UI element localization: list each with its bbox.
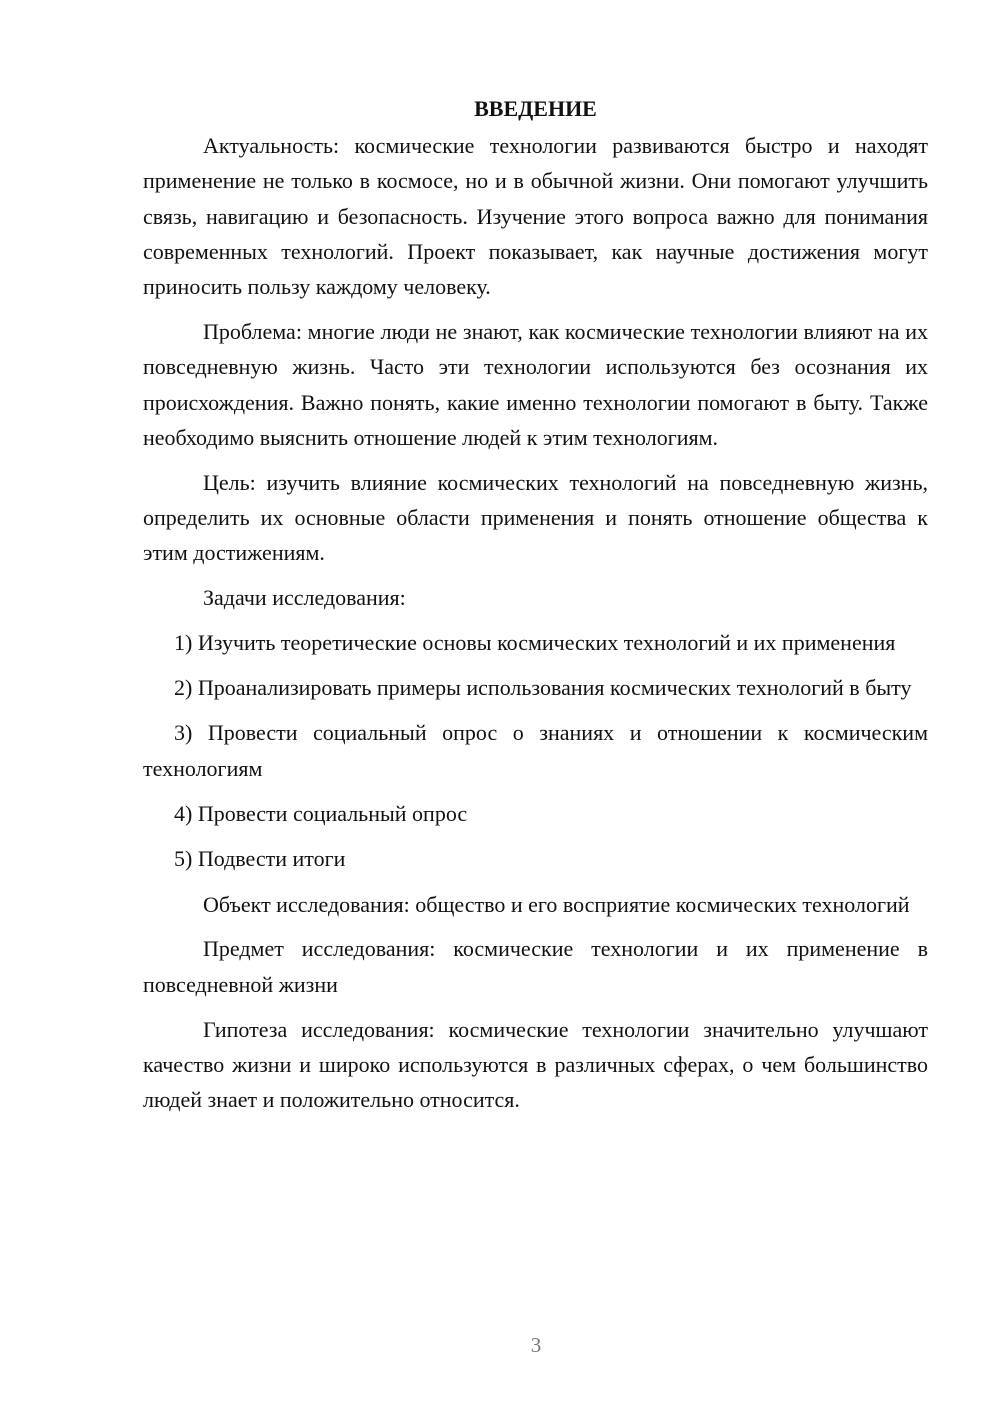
task-item-3: 3) Провести социальный опрос о знаниях и отношении к космическим технологиям [143,720,928,781]
tasks-heading: Задачи исследования: [203,585,406,611]
task-item-1: 1) Изучить теоретические основы космических технологий и их применения [174,629,896,655]
subject-paragraph: Предмет исследования: космические технологии и их применение в повседневной жизни [143,936,928,997]
goal-paragraph: Цель: изучить влияние космических технологий на повседневную жизнь, определить их основные области применения и понять отношение общества к этим достижениям. [143,469,928,566]
object-paragraph: Объект исследования: общество и его восприятие космических технологий [203,891,910,917]
problem-paragraph: Проблема: многие люди не знают, как космические технологии влияют на их повседневную жизнь. Часто эти технологии используются без осознания их происхождения. Важно понять, какие именно технологии помогают в быту. Также необходимо выяснить отношение людей к этим технологиям. [143,318,928,450]
page-number: 3 [530,1333,542,1357]
task-item-5: 5) Подвести итоги [174,846,346,872]
task-item-4: 4) Провести социальный опрос [174,801,468,827]
task-item-2: 2) Проанализировать примеры использования космических технологий в быту [174,675,912,701]
document-page [143,94,928,1127]
relevance-paragraph: Актуальность: космические технологии развиваются быстро и находят применение не только в космосе, но и в обычной жизни. Они помогают улучшить связь, навигацию и безопасность. Изучение этого вопроса важно для понимания современных технологий. Проект показывает, как научные достижения могут приносить пользу каждому человеку. [143,133,928,300]
section-title: ВВЕДЕНИЕ [474,96,597,121]
hypothesis-paragraph: Гипотеза исследования: космические технологии значительно улучшают качество жизни и широко используются в различных сферах, о чем большинство людей знает и положительно относится. [143,1016,928,1113]
